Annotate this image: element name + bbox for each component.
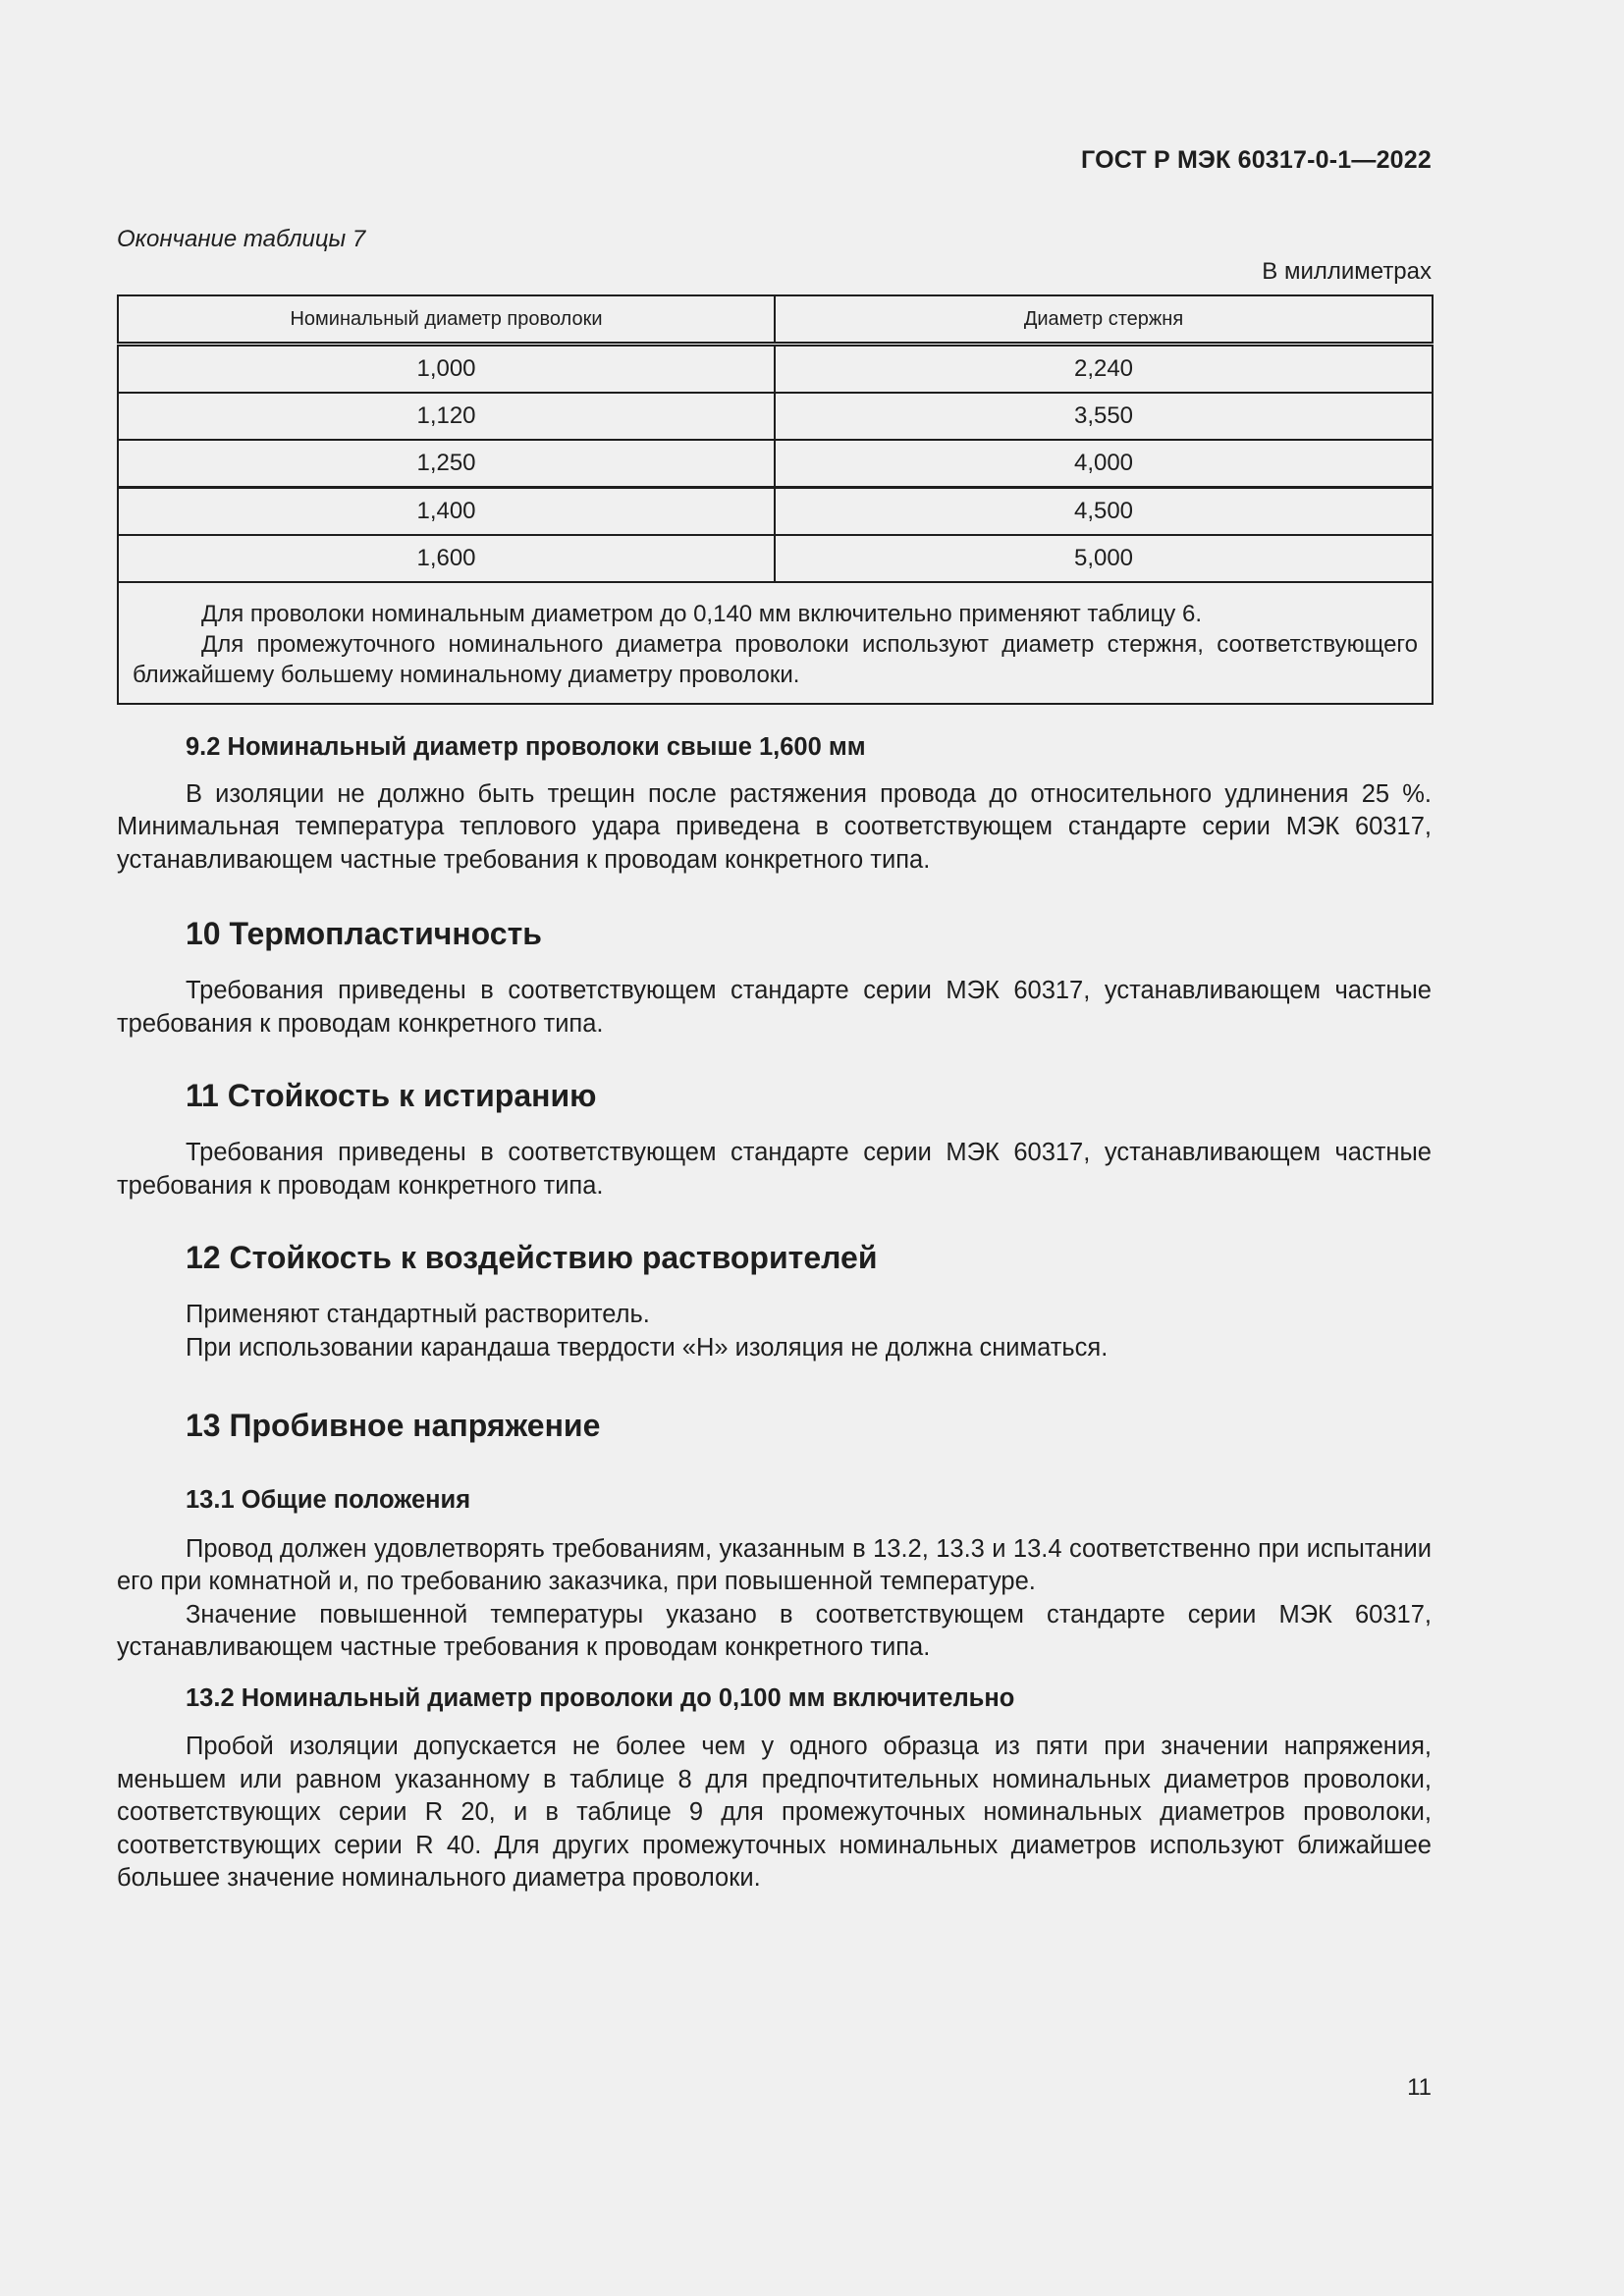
table-row bbox=[118, 488, 1433, 536]
section-heading-12: 12 Стойкость к воздействию растворителей bbox=[186, 1240, 878, 1275]
table-cell: 4,500 bbox=[775, 488, 1433, 536]
document-code: ГОСТ Р МЭК 60317-0-1—2022 bbox=[1081, 146, 1432, 174]
table-cell: 1,250 bbox=[118, 440, 775, 488]
section-heading-13: 13 Пробивное напряжение bbox=[186, 1408, 601, 1443]
page-number: 11 bbox=[1407, 2074, 1432, 2101]
table-row bbox=[118, 345, 1433, 394]
subsection-heading-9-2: 9.2 Номинальный диаметр проволоки свыше 1,600 мм bbox=[186, 733, 866, 761]
table-cell: 1,120 bbox=[118, 393, 775, 440]
table-cell: 4,000 bbox=[775, 440, 1433, 488]
table-caption: Окончание таблицы 7 bbox=[117, 226, 366, 252]
column-header-wire-diameter: Номинальный диаметр проволоки bbox=[118, 295, 775, 345]
column-header-rod-diameter: Диаметр стержня bbox=[775, 295, 1433, 345]
table-cell: 1,000 bbox=[118, 345, 775, 394]
table-cell: 2,240 bbox=[775, 345, 1433, 394]
paragraph: Требования приведены в соответствующем стандарте серии МЭК 60317, устанавливающем частные требования к проводам конкретного типа. bbox=[117, 977, 1432, 1038]
section-heading-11: 11 Стойкость к истиранию bbox=[186, 1078, 597, 1113]
table-cell: 1,400 bbox=[118, 488, 775, 536]
table-row bbox=[118, 393, 1433, 440]
document-body bbox=[117, 731, 1432, 1896]
paragraph: Требования приведены в соответствующем стандарте серии МЭК 60317, устанавливающем частные требования к проводам конкретного типа. bbox=[117, 1139, 1432, 1200]
subsection-heading-13-2: 13.2 Номинальный диаметр проволоки до 0,100 мм включительно bbox=[186, 1683, 1015, 1712]
table-note bbox=[118, 582, 1433, 704]
table-row bbox=[118, 440, 1433, 488]
table-note-row bbox=[118, 582, 1433, 704]
diameter-table bbox=[117, 294, 1434, 705]
table-row bbox=[118, 535, 1433, 582]
table-cell: 3,550 bbox=[775, 393, 1433, 440]
table-cell: 1,600 bbox=[118, 535, 775, 582]
paragraph: В изоляции не должно быть трещин после растяжения провода до относительного удлинения 25 %. Минимальная температура теплового удара приведена в соответствующем стандарте серии МЭК 60317, устанавливающем частные требования к проводам конкретного типа. bbox=[117, 779, 1432, 874]
table-units: В миллиметрах bbox=[1262, 258, 1432, 285]
paragraph: Применяют стандартный растворитель. bbox=[186, 1301, 650, 1328]
table-note-line: Для проволоки номинальным диаметром до 0,140 мм включительно применяют таблицу 6. bbox=[201, 601, 1202, 627]
section-heading-10: 10 Термопластичность bbox=[186, 916, 542, 951]
table-header-row bbox=[118, 295, 1433, 345]
paragraph: Значение повышенной температуры указано в соответствующем стандарте серии МЭК 60317, устанавливающем частные требования к проводам конкретного типа. bbox=[117, 1600, 1432, 1661]
table-note-line: Для промежуточного номинального диаметра проволоки используют диаметр стержня, соответствующего ближайшему большему номинальному диаметру проволоки. bbox=[133, 631, 1418, 688]
paragraph: Провод должен удовлетворять требованиям, указанным в 13.2, 13.3 и 13.4 соответственно при испытании его при комнатной и, по требованию заказчика, при повышенной температуре. bbox=[117, 1534, 1432, 1595]
subsection-heading-13-1: 13.1 Общие положения bbox=[186, 1486, 471, 1514]
table-cell: 5,000 bbox=[775, 535, 1433, 582]
paragraph: Пробой изоляции допускается не более чем у одного образца из пяти при значении напряжения, меньшем или равном указанному в таблице 8 для предпочтительных номинальных диаметров проволоки, соответствующих серии R 20, и в таблице 9 для промежуточных номинальных диаметров проволоки, соответствующих серии R 40. Для других промежуточных номинальных диаметров используют ближайшее большее значение номинального диаметра проволоки. bbox=[117, 1733, 1432, 1892]
paragraph: При использовании карандаша твердости «Н» изоляция не должна сниматься. bbox=[186, 1333, 1109, 1362]
